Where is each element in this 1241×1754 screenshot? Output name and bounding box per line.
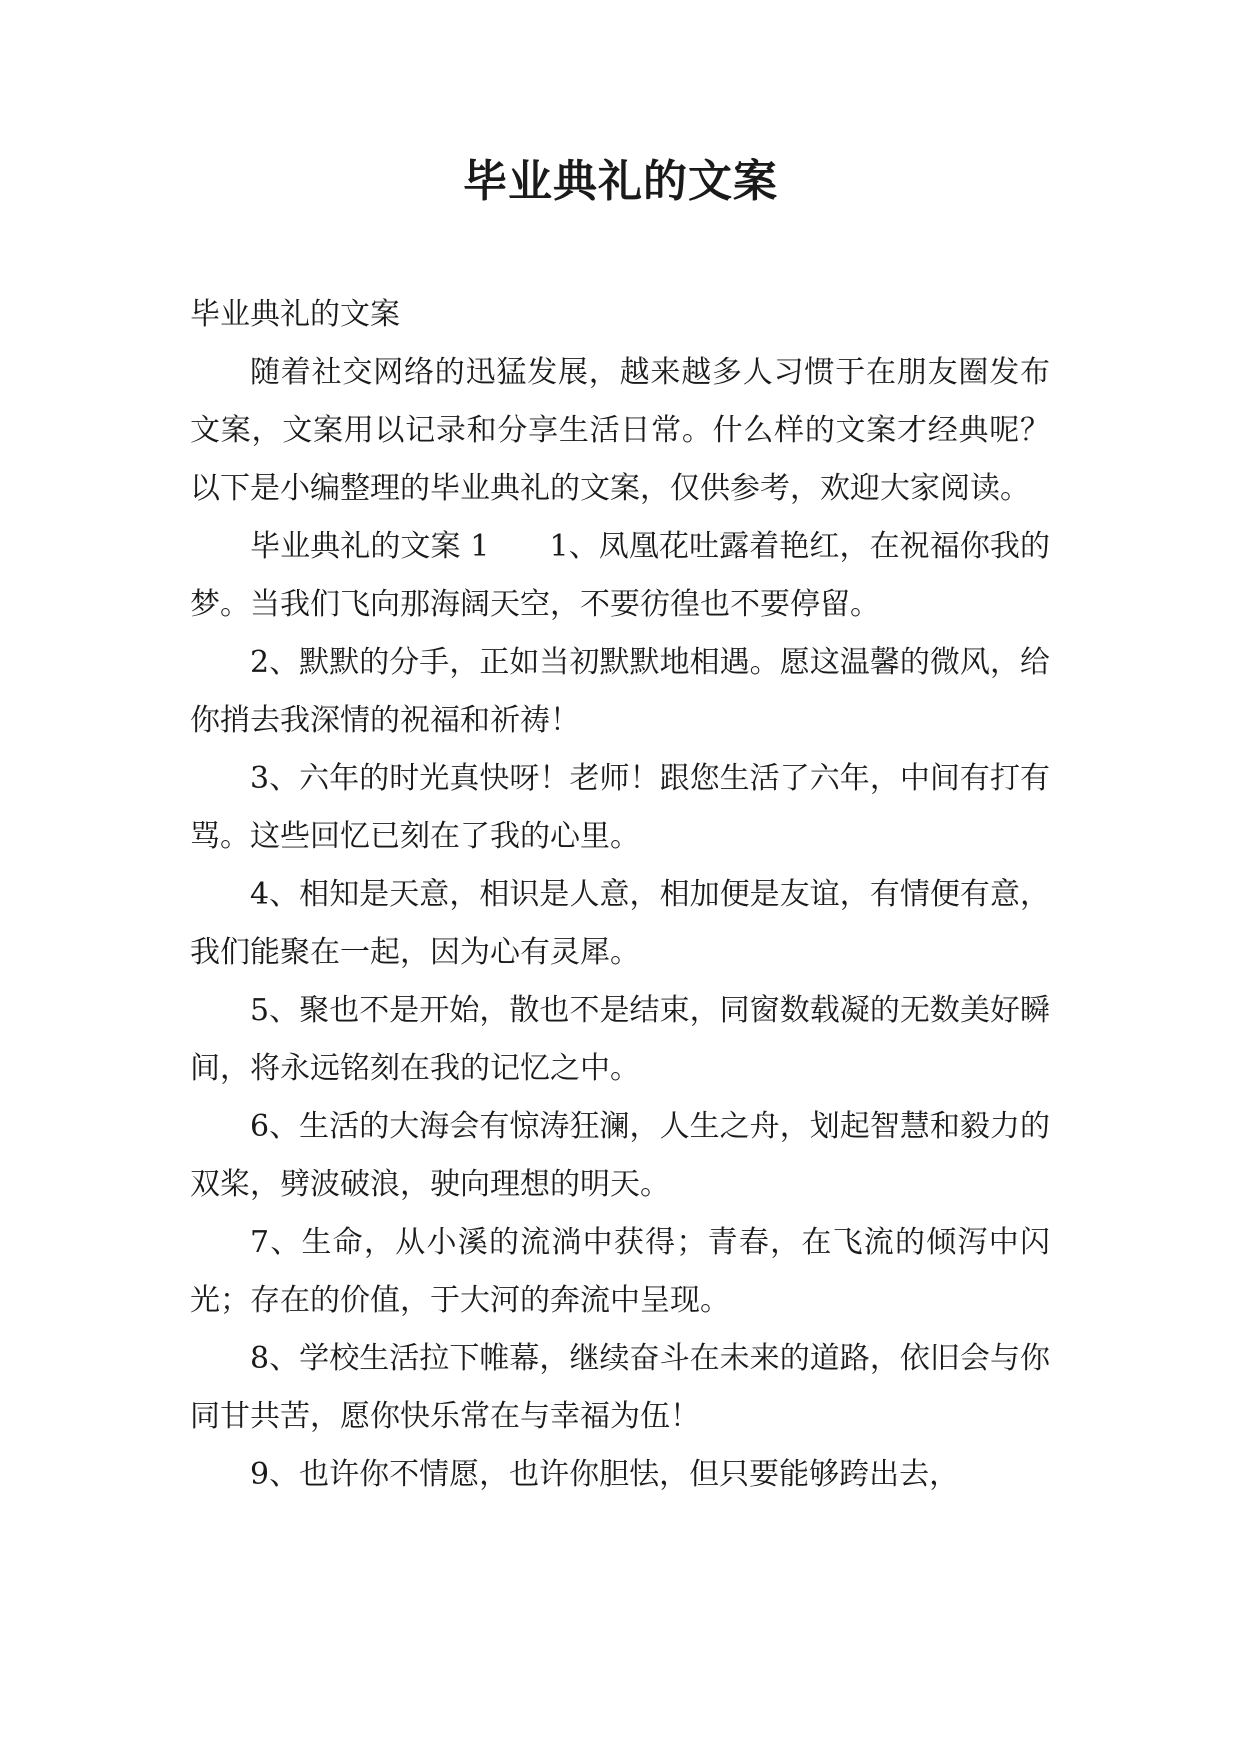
document-body — [190, 286, 1050, 1504]
paragraph-item-9: 9、也许你不情愿，也许你胆怯，但只要能够跨出去， — [250, 1457, 960, 1492]
paragraph-item-8: 8、学校生活拉下帷幕，继续奋斗在未来的道路，依旧会与你同甘共苦，愿你快乐常在与幸福为伍！ — [190, 1341, 1050, 1434]
document-title: 毕业典礼的文案 — [463, 156, 778, 207]
paragraph-item-5: 5、聚也不是开始，散也不是结束，同窗数载凝的无数美好瞬间，将永远铭刻在我的记忆之中。 — [190, 993, 1050, 1086]
paragraph-item-1: 毕业典礼的文案 1 1、凤凰花吐露着艳红，在祝福你我的梦。当我们飞向那海阔天空，不要彷徨也不要停留。 — [190, 529, 1050, 622]
paragraph-item-2: 2、默默的分手，正如当初默默地相遇。愿这温馨的微风，给你捎去我深情的祝福和祈祷！ — [190, 645, 1050, 738]
paragraph-intro: 随着社交网络的迅猛发展，越来越多人习惯于在朋友圈发布文案，文案用以记录和分享生活日常。什么样的文案才经典呢？以下是小编整理的毕业典礼的文案，仅供参考，欢迎大家阅读。 — [190, 355, 1050, 506]
paragraph-item-7: 7、生命，从小溪的流淌中获得；青春，在飞流的倾泻中闪光；存在的价值，于大河的奔流中呈现。 — [190, 1225, 1050, 1318]
paragraph-item-6: 6、生活的大海会有惊涛狂澜，人生之舟，划起智慧和毅力的双桨，劈波破浪，驶向理想的明天。 — [190, 1109, 1050, 1202]
paragraph-item-3: 3、六年的时光真快呀！老师！跟您生活了六年，中间有打有骂。这些回忆已刻在了我的心里。 — [190, 761, 1050, 854]
document-subtitle: 毕业典礼的文案 — [190, 297, 400, 332]
paragraph-item-4: 4、相知是天意，相识是人意，相加便是友谊，有情便有意，我们能聚在一起，因为心有灵犀。 — [190, 877, 1050, 970]
